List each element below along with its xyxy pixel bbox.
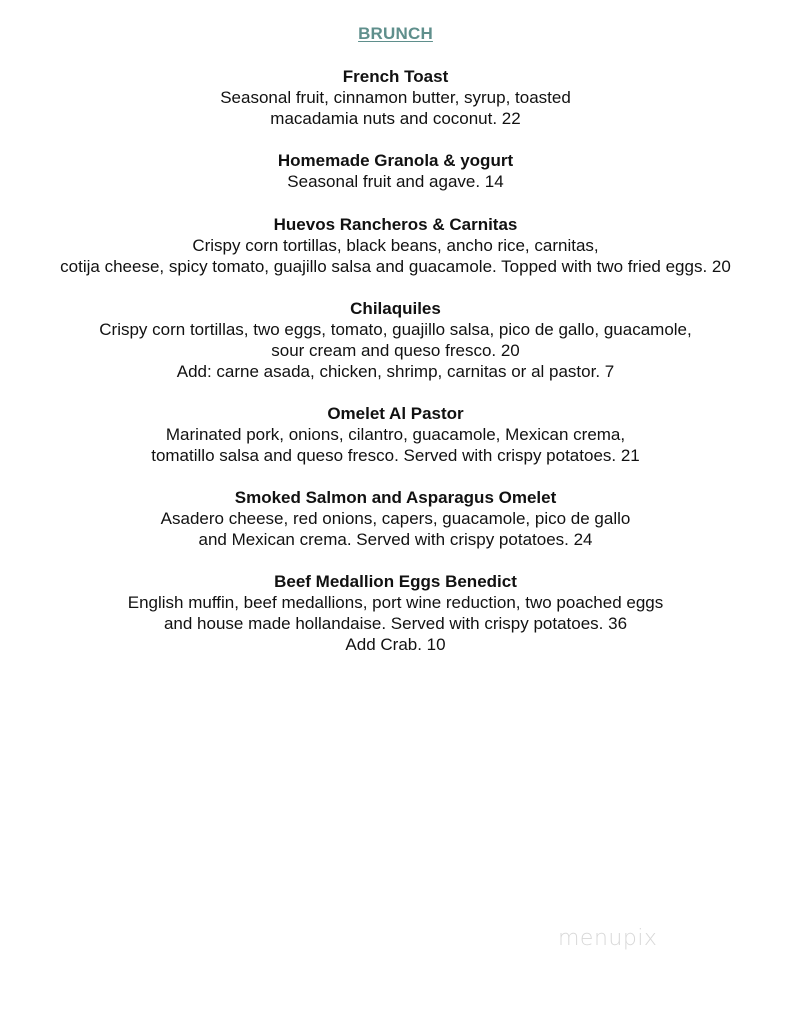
menu-item-omelet-al-pastor — [0, 403, 791, 466]
item-description: Seasonal fruit, cinnamon butter, syrup, toasted — [220, 88, 571, 107]
item-name: Chilaquiles — [350, 299, 441, 318]
item-description: English muffin, beef medallions, port wine reduction, two poached eggs — [127, 593, 664, 612]
menu-item-eggs-benedict — [0, 571, 791, 655]
menu-item-smoked-salmon-omelet — [0, 487, 791, 550]
menu-item-french-toast — [0, 66, 791, 129]
item-name: French Toast — [342, 67, 449, 86]
menupix-watermark: menupix — [558, 926, 658, 951]
item-description: tomatillo salsa and queso fresco. Served with crispy potatoes. 21 — [151, 446, 640, 465]
menu-item-granola-yogurt — [0, 150, 791, 192]
item-add-on: Add: carne asada, chicken, shrimp, carnitas or al pastor. 7 — [176, 362, 615, 381]
item-description: sour cream and queso fresco. 20 — [271, 341, 520, 360]
item-description: Asadero cheese, red onions, capers, guacamole, pico de gallo — [160, 509, 631, 528]
item-name: Smoked Salmon and Asparagus Omelet — [234, 488, 557, 507]
item-name: Homemade Granola & yogurt — [277, 151, 514, 170]
item-description: and house made hollandaise. Served with crispy potatoes. 36 — [163, 614, 628, 633]
item-description: cotija cheese, spicy tomato, guajillo salsa and guacamole. Topped with two fried eggs. 20 — [60, 257, 731, 276]
item-description: Seasonal fruit and agave. 14 — [287, 172, 504, 191]
section-title-brunch: BRUNCH — [358, 24, 433, 43]
item-description: and Mexican crema. Served with crispy potatoes. 24 — [198, 530, 593, 549]
item-name: Huevos Rancheros & Carnitas — [273, 215, 518, 234]
menu-item-huevos-rancheros — [0, 214, 791, 277]
item-description: macadamia nuts and coconut. 22 — [270, 109, 521, 128]
item-description: Crispy corn tortillas, black beans, ancho rice, carnitas, — [192, 236, 599, 255]
item-name: Omelet Al Pastor — [327, 404, 464, 423]
item-add-on: Add Crab. 10 — [345, 635, 446, 654]
item-name: Beef Medallion Eggs Benedict — [274, 572, 517, 591]
item-description: Crispy corn tortillas, two eggs, tomato, guajillo salsa, pico de gallo, guacamole, — [99, 320, 692, 339]
menu-item-chilaquiles — [0, 298, 791, 382]
item-description: Marinated pork, onions, cilantro, guacamole, Mexican crema, — [165, 425, 626, 444]
